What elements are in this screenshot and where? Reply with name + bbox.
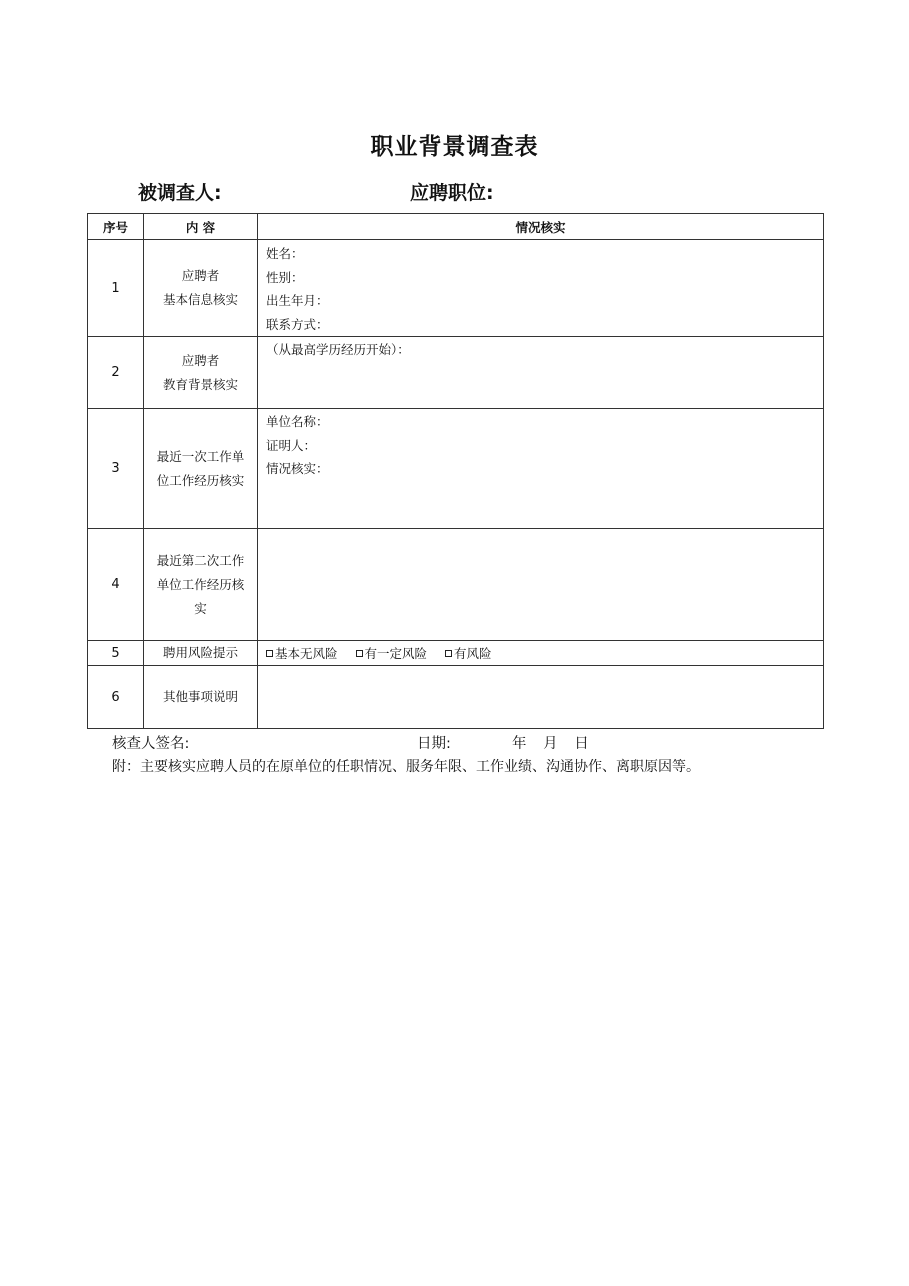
row-item [144, 409, 258, 529]
date-label: 日期: [417, 736, 451, 752]
risk-option[interactable] [266, 644, 338, 662]
risk-option-label: 有一定风险 [364, 646, 428, 661]
row-detail[interactable] [258, 529, 824, 641]
row-item [144, 666, 258, 729]
detail-line: 情况核实： [266, 461, 329, 476]
header-no: 序号 [88, 214, 144, 240]
risk-option[interactable] [445, 644, 492, 662]
position-label: 应聘职位: [410, 182, 494, 204]
row-item-line: 其他事项说明 [162, 689, 238, 704]
footnote: 附：主要核实应聘人员的在原单位的任职情况、服务年限、工作业绩、沟通协作、离职原因等。 [112, 759, 700, 775]
row-detail[interactable] [258, 666, 824, 729]
risk-option-label: 有风险 [454, 646, 492, 661]
row-item-line: 应聘者 [181, 268, 220, 283]
signer-label: 核查人签名: [112, 736, 190, 752]
header-detail: 情况核实 [258, 214, 824, 240]
checkbox-icon[interactable] [266, 650, 273, 657]
detail-line: 证明人： [266, 437, 317, 453]
detail-line: 单位名称： [266, 414, 329, 429]
table-header-row [88, 214, 824, 240]
row-detail[interactable] [258, 409, 824, 529]
table-row [88, 641, 824, 666]
row-number: 3 [88, 409, 144, 529]
detail-line: 联系方式： [266, 316, 329, 332]
row-number: 4 [88, 529, 144, 641]
row-number: 1 [88, 240, 144, 337]
row-item-line: 应聘者 [181, 352, 220, 368]
risk-options [258, 641, 824, 666]
detail-line: 出生年月： [266, 293, 329, 308]
detail-line: 姓名： [266, 246, 304, 261]
row-item [144, 240, 258, 337]
date-units: 年 月 日 [512, 736, 589, 752]
risk-option[interactable] [356, 644, 428, 662]
row-item [144, 337, 258, 409]
row-item-line: 最近第二次工作 [156, 552, 245, 568]
row-item-line: 最近一次工作单 [156, 448, 245, 464]
row-item-line: 单位工作经历核 [156, 576, 245, 592]
row-item-line: 位工作经历核实 [156, 472, 245, 488]
row-item-line: 基本信息核实 [162, 292, 238, 307]
detail-line: 性别： [266, 269, 304, 285]
table-row [88, 409, 824, 529]
subject-label: 被调查人: [138, 182, 222, 204]
checkbox-icon[interactable] [445, 650, 452, 657]
table-row [88, 529, 824, 641]
row-number: 6 [88, 666, 144, 729]
detail-line: （从最高学历经历开始）： [266, 342, 410, 357]
checkbox-icon[interactable] [356, 650, 363, 657]
row-detail[interactable] [258, 337, 824, 409]
header-item: 内 容 [144, 214, 258, 240]
row-item-line: 教育背景核实 [162, 376, 238, 392]
table-row [88, 666, 824, 729]
risk-option-label: 基本无风险 [275, 646, 338, 661]
row-item-line: 聘用风险提示 [162, 645, 238, 660]
table-row [88, 337, 824, 409]
row-item-line: 实 [194, 600, 207, 616]
survey-table [87, 213, 824, 729]
table-row [88, 240, 824, 337]
row-item [144, 529, 258, 641]
page-title: 职业背景调查表 [370, 134, 539, 160]
row-detail[interactable] [258, 240, 824, 337]
row-item [144, 641, 258, 666]
row-number: 2 [88, 337, 144, 409]
row-number: 5 [88, 641, 144, 666]
